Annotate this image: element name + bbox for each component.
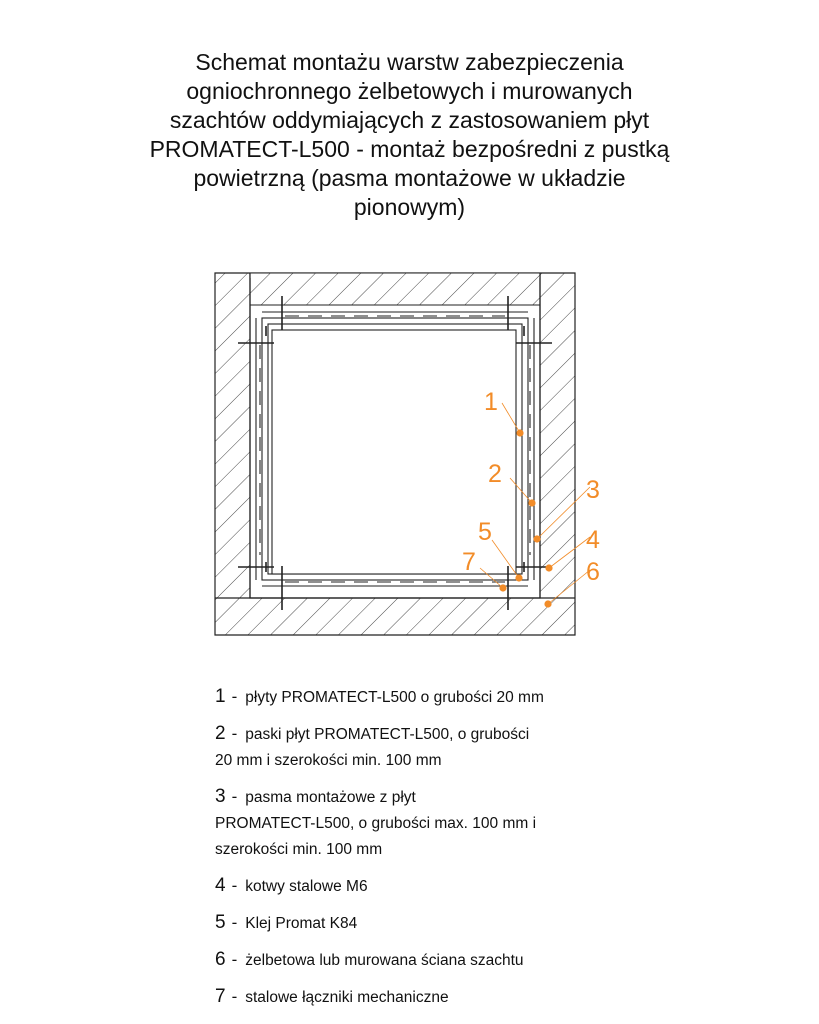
callout-1: 1: [484, 388, 498, 416]
callout-7: 7: [462, 548, 476, 576]
legend-item-5: [215, 910, 775, 937]
title-line-5: powietrzną (pasma montażowe w układzie: [193, 165, 626, 191]
callout-5: 5: [478, 518, 492, 546]
marker-6: [544, 600, 551, 607]
legend-num: 6: [215, 949, 226, 970]
legend-sep: -: [231, 724, 238, 743]
title-line-2: ogniochronnego żelbetowych i murowanych: [186, 78, 633, 104]
legend-text: paski płyt PROMATECT-L500, o grubości: [245, 726, 530, 743]
legend-item-2: [215, 721, 775, 774]
marker-4: [545, 564, 552, 571]
legend-text: kotwy stalowe M6: [245, 878, 368, 895]
legend-sep: -: [231, 987, 238, 1006]
legend-num: 3: [215, 786, 226, 807]
legend-text: żelbetowa lub murowana ściana szachtu: [245, 952, 524, 969]
legend-text: PROMATECT-L500, o grubości max. 100 mm i: [215, 815, 537, 832]
marker-3: [533, 535, 540, 542]
legend-num: 2: [215, 723, 226, 744]
legend-item-4: [215, 873, 775, 900]
callout-3: 3: [586, 476, 600, 504]
inner-hatched-top: [250, 273, 540, 305]
legend-num: 1: [215, 686, 226, 707]
legend-sep: -: [231, 787, 238, 806]
title-line-3: szachtów oddymiających z zastosowaniem płyt: [169, 107, 650, 133]
callout-6: 6: [586, 558, 600, 586]
title-line-4: PROMATECT-L500 - montaż bezpośredni z pustką: [149, 136, 670, 162]
legend-text: płyty PROMATECT-L500 o grubości 20 mm: [245, 689, 544, 706]
legend-sep: -: [231, 687, 238, 706]
legend-text: Klej Promat K84: [245, 915, 358, 932]
legend-text: 20 mm i szerokości min. 100 mm: [215, 752, 442, 769]
legend-item-1: [215, 684, 775, 711]
marker-5: [515, 574, 522, 581]
callout-2: 2: [488, 460, 502, 488]
legend-sep: -: [231, 913, 238, 932]
marker-2: [528, 499, 535, 506]
legend-text: pasma montażowe z płyt: [245, 789, 416, 806]
legend-sep: -: [231, 876, 238, 895]
fireproof-board-lining: [256, 312, 534, 586]
legend-item-7: [215, 984, 775, 1011]
legend-text: szerokości min. 100 mm: [215, 841, 383, 858]
legend: [215, 684, 775, 1021]
legend-text: stalowe łączniki mechaniczne: [245, 989, 449, 1006]
legend-num: 4: [215, 875, 226, 896]
marker-7: [499, 584, 506, 591]
callout-4: 4: [586, 526, 600, 554]
title-line-6: pionowym): [353, 194, 466, 220]
title-line-1: Schemat montażu warstw zabezpieczenia: [195, 49, 624, 75]
legend-num: 5: [215, 912, 226, 933]
legend-item-3: [215, 784, 775, 863]
marker-1: [516, 429, 523, 436]
legend-item-6: [215, 947, 775, 974]
legend-num: 7: [215, 986, 226, 1007]
legend-sep: -: [231, 950, 238, 969]
